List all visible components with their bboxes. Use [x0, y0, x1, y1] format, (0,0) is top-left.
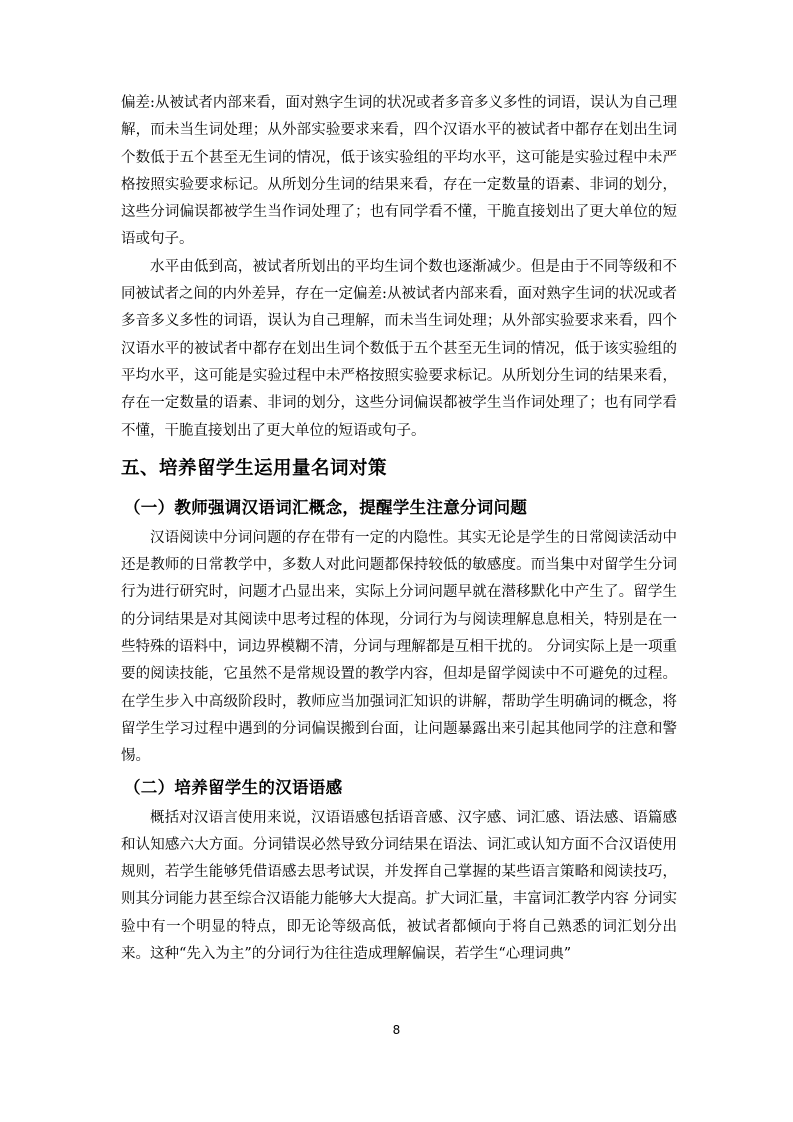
body-paragraph-1: 偏差:从被试者内部来看，面对熟字生词的状况或者多音多义多性的词语，误认为自己理解，而未当生词处理；从外部实验要求来看，四个汉语水平的被试者中都存在划出生词个数低于五个甚至无生词的情况，低于该实验组的平均水平，这可能是实验过程中未严格按照实验要求标记。从所划分生词的结果来看，存在一定数量的语素、非词的划分，这些分词偏误都被学生当作词处理了；也有同学看不懂，干脆直接划出了更大单位的短语或句子。	[121, 95, 677, 248]
body-paragraph-2: 水平由低到高，被试者所划出的平均生词个数也逐渐减少。但是由于不同等级和不同被试者之间的内外差异，存在一定偏差:从被试者内部来看，面对熟字生词的状况或者多音多义多性的词语，误认为自己理解，而未当生词处理；从外部实验要求来看，四个汉语水平的被试者中都存在划出生词个数低于五个甚至无生词的情况，低于该实验组的平均水平，这可能是实验过程中未严格按照实验要求标记。从所划分生词的结果来看，存在一定数量的语素、非词的划分，这些分词偏误都被学生当作词处理了；也有同学看不懂，干脆直接划出了更大单位的短语或句子。	[121, 258, 677, 439]
section-heading-5: 五、培养留学生运用量名词对策	[121, 457, 388, 479]
subsection-heading-1: （一）教师强调汉语词汇概念，提醒学生注意分词问题	[124, 497, 528, 517]
subsection-heading-2: （二）培养留学生的汉语语感	[124, 777, 343, 797]
page-content	[121, 90, 677, 968]
body-paragraph-3: 汉语阅读中分词问题的存在带有一定的内隐性。其实无论是学生的日常阅读活动中还是教师的日常教学中，多数人对此问题都保持较低的敏感度。而当集中对留学生分词行为进行研究时，问题才凸显出来，实际上分词问题早就在潜移默化中产生了。留学生的分词结果是对其阅读中思考过程的体现，分词行为与阅读理解息息相关，特别是在一些特殊的语料中，词边界模糊不清，分词与理解都是互相干扰的。 分词实际上是一项重要的阅读技能，它虽然不是常规设置的教学内容，但却是留学阅读中不可避免的过程。在学生步入中高级阶段时，教师应当加强词汇知识的讲解，帮助学生明确词的概念，将留学生学习过程中遇到的分词偏误搬到台面，让问题暴露出来引起其他同学的注意和警惕。	[121, 529, 677, 765]
body-paragraph-4: 概括对汉语言使用来说，汉语语感包括语音感、汉字感、词汇感、语法感、语篇感和认知感六大方面。分词错误必然导致分词结果在语法、词汇或认知方面不合汉语使用规则，若学生能够凭借语感去思考试误，并发挥自己掌握的某些语言策略和阅读技巧，则其分词能力甚至综合汉语能力能够大大提高。扩大词汇量，丰富词汇教学内容 分词实验中有一个明显的特点，即无论等级高低，被试者都倾向于将自己熟悉的词汇划分出来。这种“先入为主”的分词行为往往造成理解偏误，若学生“心理词典”	[121, 809, 677, 963]
page-number: 8	[392, 1023, 401, 1037]
